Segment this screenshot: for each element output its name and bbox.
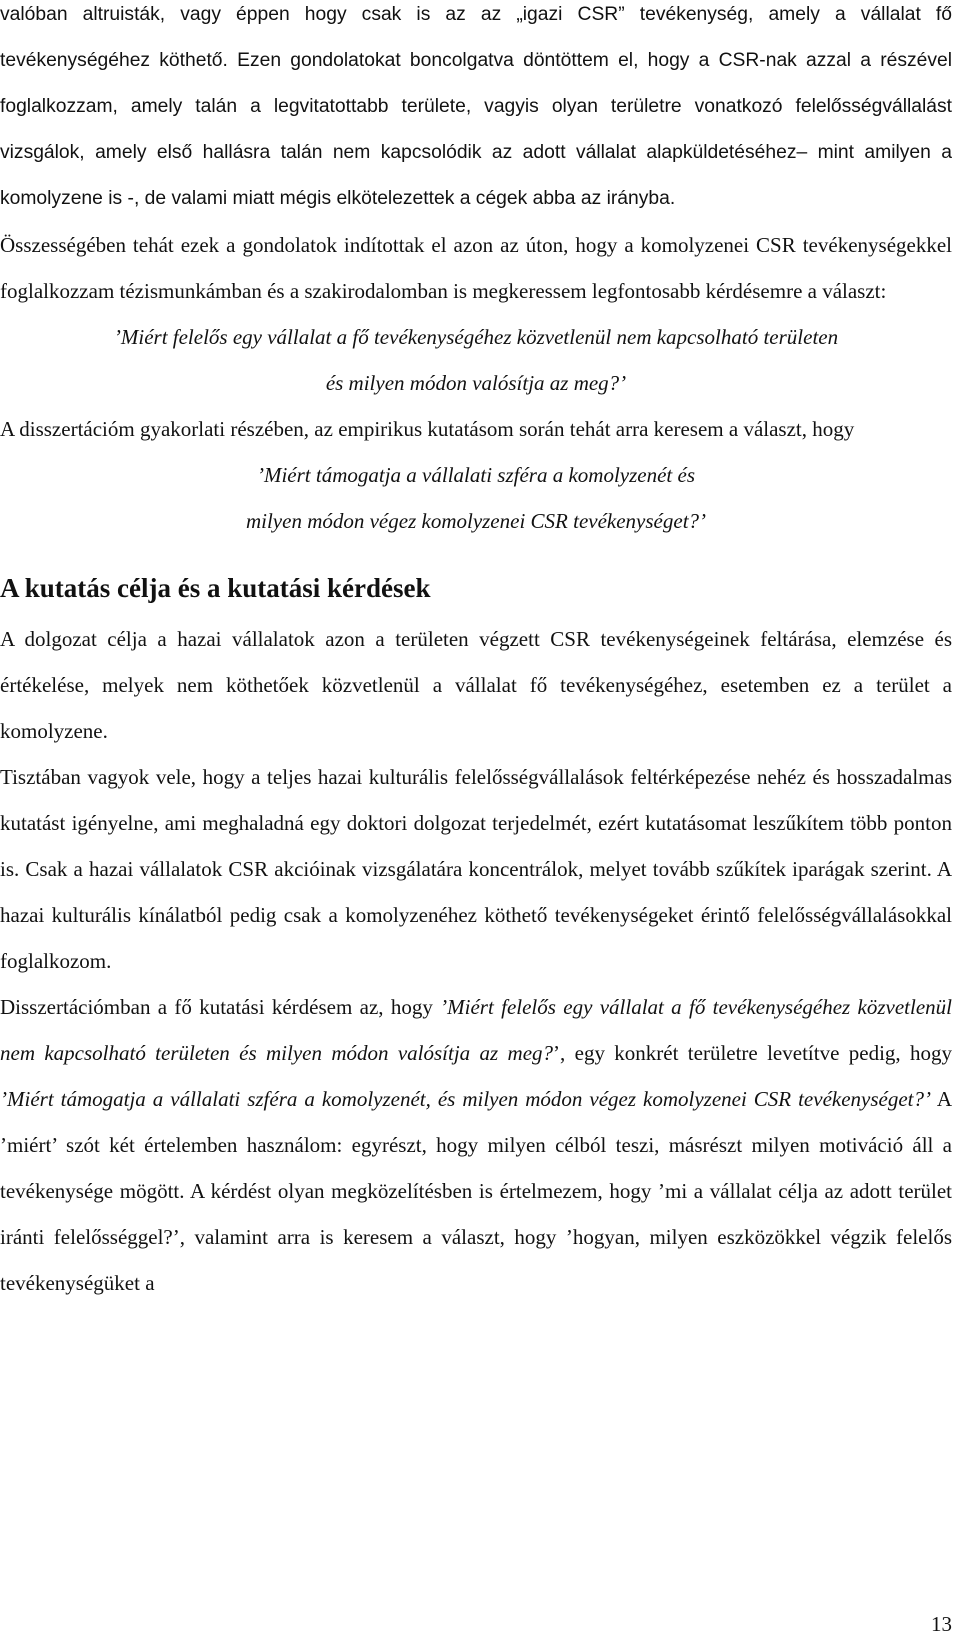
paragraph-aim: A dolgozat célja a hazai vállalatok azon a területen végzett CSR tevékenységeinek feltárása, elemzése és értékelése, melyek nem köthetőek közvetlenül a vállalat fő tevékenységéhez, esetemben ez a terület a komolyzene. (0, 627, 952, 743)
section-heading: A kutatás célja és a kutatási kérdések (0, 573, 431, 603)
paragraph-summary: Összességében tehát ezek a gondolatok indítottak el azon az úton, hogy a komolyzenei CSR tevékenységekkel foglalkozzam tézismunkámban és a szakirodalomban is megkeressem legfontosabb kérdésemre a választ: (0, 233, 952, 303)
main-question-text-a: Disszertációmban a fő kutatási kérdésem az, hogy (0, 995, 441, 1019)
paragraph-intro-continued: valóban altruisták, vagy éppen hogy csak is az az „igazi CSR” tevékenység, amely a vállalat fő tevékenységéhez köthető. Ezen gondolatokat boncolgatva döntöttem el, hogy a CSR-nak azzal a részével foglalkozzam, amely talán a legvitatottabb területe, vagyis olyan területre vonatkozó felelősségvállalást vizsgálok, amely első hallásra talán nem kapcsolódik az adott vállalat alapküldetéséhez– mint amilyen a komolyzene is -, de valami miatt mégis elkötelezettek a cégek abba az irányba. (0, 4, 952, 209)
main-question-italic-specific: ’Miért támogatja a vállalati szféra a komolyzenét, és milyen módon végez komolyzenei CSR tevékenységet?’ (0, 1087, 931, 1111)
research-question-general-line2: és milyen módon valósítja az meg?’ (325, 371, 627, 395)
research-question-specific-line2: milyen módon végez komolyzenei CSR tevékenységet?’ (245, 509, 707, 533)
paragraph-main-question (0, 984, 952, 1306)
main-question-italic-general: ’Miért felelős egy vállalat a fő tevékenységéhez közvetlenül nem kapcsolható területen és milyen módon valósítja az meg? (0, 995, 952, 1065)
main-question-text-c: ’, egy konkrét területre levetítve pedig, hogy (553, 1041, 952, 1065)
main-question-text-e: A ’miért’ szót két értelemben használom: egyrészt, hogy milyen célból teszi, másrészt milyen motiváció áll a tevékenysége mögött. A kérdést olyan megközelítésben is értelmezem, hogy ’mi a vállalat célja az adott terület iránti felelősséggel?’, valamint arra is keresem a választ, hogy ’hogyan, milyen eszközökkel végzik felelős tevékenységüket a (0, 1087, 952, 1295)
research-question-general-line1: ’Miért felelős egy vállalat a fő tevékenységéhez közvetlenül nem kapcsolható területen (113, 325, 839, 349)
research-question-specific-line1: ’Miért támogatja a vállalati szféra a komolyzenét és (256, 463, 696, 487)
paragraph-empirical: A disszertációm gyakorlati részében, az empirikus kutatásom során tehát arra keresem a választ, hogy (0, 417, 855, 441)
paragraph-scope: Tisztában vagyok vele, hogy a teljes hazai kulturális felelősségvállalások feltérképezése nehéz és hosszadalmas kutatást igényelne, ami meghaladná egy doktori dolgozat terjedelmét, ezért kutatásomat leszűkítem több ponton is. Csak a hazai vállalatok CSR akcióinak vizsgálatára koncentrálok, melyet tovább szűkítek iparágak szerint. A hazai kulturális kínálatból pedig csak a komolyzenéhez köthető tevékenységeket érintő felelősségvállalásokkal foglalkozom. (0, 765, 952, 973)
page-number: 13 (931, 1612, 952, 1636)
